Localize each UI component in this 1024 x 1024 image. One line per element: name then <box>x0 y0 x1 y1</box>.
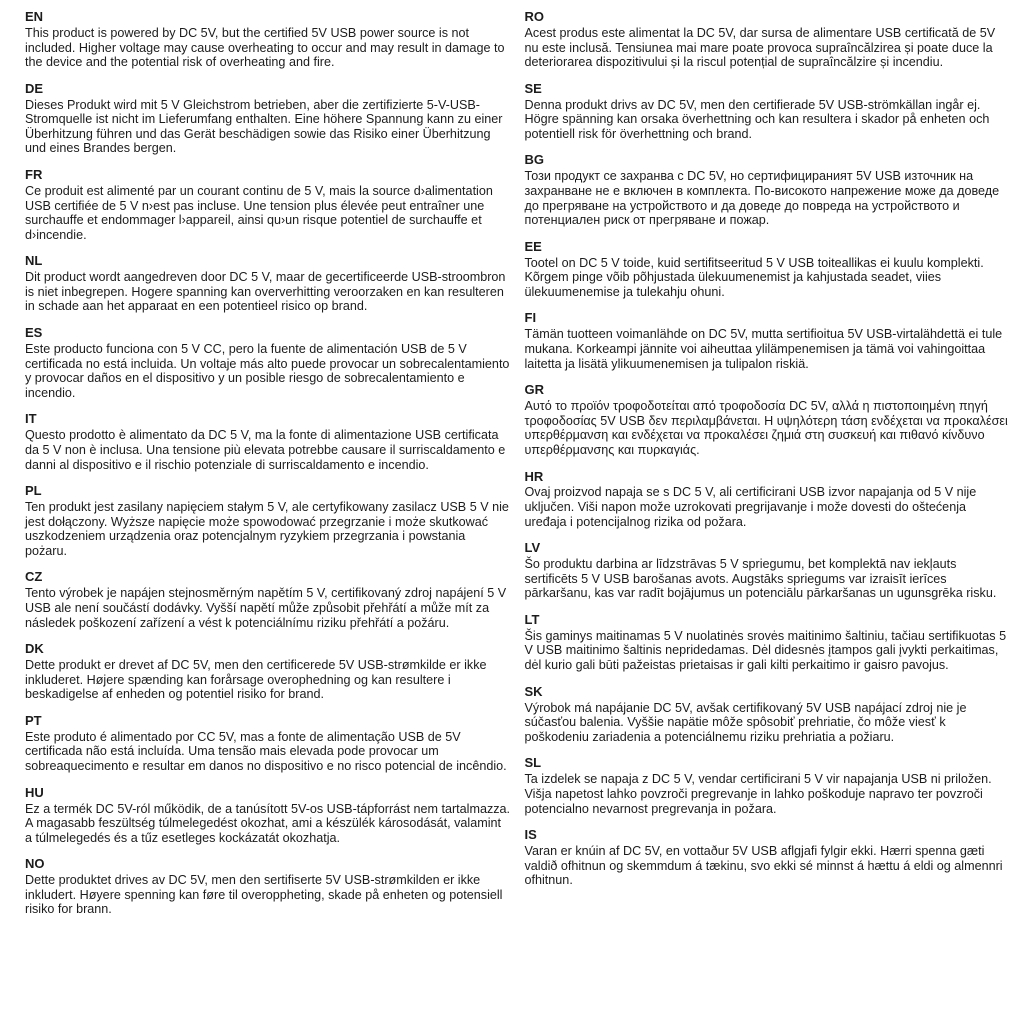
left-column <box>25 10 511 1016</box>
lang-block-fi <box>525 311 1011 371</box>
language-code-fi: FI <box>524 310 537 326</box>
language-code-nl: NL <box>25 253 43 269</box>
language-text-it: Questo prodotto è alimentato da DC 5 V, ma la fonte di alimentazione USB certificata da 5 V non è inclusa. Una tensione più elevata potrebbe causare il surriscaldamento e danni al dispositivo e il rischio potenziale di surriscaldamento e incendio. <box>25 428 506 472</box>
lang-block-de <box>25 82 511 156</box>
language-code-fr: FR <box>25 167 43 183</box>
lang-block-hu <box>25 786 511 846</box>
language-text-nl: Dit product wordt aangedreven door DC 5 V, maar de gecertificeerde USB-stroombron is niet inbegrepen. Hogere spanning kan oververhitting veroorzaken en kan resulteren in schade aan het apparaat en een potentieel risico op brand. <box>25 270 506 314</box>
language-text-lt: Šis gaminys maitinamas 5 V nuolatinės srovės maitinimo šaltiniu, tačiau sertifikuotas 5 V USB maitinimo šaltinis nepridedamas. Dėl didesnės įtampos gali įvykti perkaitimas, dėl kurio gali būti pažeistas prietaisas ir gali kilti perkaitimo ir gaisro pavojus. <box>524 628 1007 673</box>
language-text-ro: Acest produs este alimentat la DC 5V, dar sursa de alimentare USB certificată de 5V nu este inclusă. Tensiunea mai mare poate provoca supraîncălzirea și poate duce la deteriorarea dispozitivului și la riscul potențial de supraîncălzire și incendiu. <box>524 25 996 70</box>
lang-block-pl <box>25 484 511 558</box>
lang-block-lv <box>525 541 1011 601</box>
language-text-sk: Výrobok má napájanie DC 5V, avšak certifikovaný 5V USB napájací zdroj nie je súčasťou balenia. Vyššie napätie môže spôsobiť prehriatie, čo môže viesť k poškodeniu zariadenia a potenciálnemu riziku prehriatia a požiaru. <box>524 700 967 744</box>
language-code-is: IS <box>524 827 537 843</box>
language-text-se: Denna produkt drivs av DC 5V, men den certifierade 5V USB-strömkällan ingår ej. Högre spänning kan orsaka överhettning och kan resultera i skador på enheten och potentiell risk för överhettning och brand. <box>524 97 990 141</box>
language-text-bg: Този продукт се захранва с DC 5V, но сертифицираният 5V USB източник на захранване не е включен в комплекта. По-високото напрежение може да доведе до прегряване на устройството и да доведе до повреда на устройството и потенциален риск от прегряване и пожар. <box>524 169 1000 228</box>
language-text-lv: Šo produktu darbina ar līdzstrāvas 5 V spriegumu, bet komplektā nav iekļauts sertificēts 5 V USB barošanas avots. Augstāks spriegums var izraisīt ierīces pārkaršanu, kas var radīt bojājumus un potenciālu pārkaršanas un ugunsgrēka risku. <box>524 557 997 601</box>
lang-block-sk <box>525 685 1011 745</box>
language-code-bg: BG <box>524 152 544 168</box>
language-code-ro: RO <box>524 9 544 24</box>
right-column <box>525 10 1011 1016</box>
language-code-hr: HR <box>524 468 544 484</box>
lang-block-pt <box>25 714 511 774</box>
lang-block-dk <box>25 642 511 702</box>
language-code-en: EN <box>25 9 44 24</box>
lang-block-ee <box>525 240 1011 300</box>
language-text-ee: Tootel on DC 5 V toide, kuid sertifitseeritud 5 V USB toiteallikas ei kuulu komplekti. Kõrgem pinge võib põhjustada ülekuumenemist ja kahjustada seadet, viies ülekuumenemise ja tulekahju ohuni. <box>524 255 984 299</box>
lang-block-se <box>525 82 1011 142</box>
language-text-no: Dette produktet drives av DC 5V, men den sertifiserte 5V USB-strømkilden er ikke inkludert. Høyere spenning kan føre til overoppheting, skade på enheten og potensiell risiko for brann. <box>25 873 503 917</box>
language-code-gr: GR <box>524 382 544 398</box>
lang-block-no <box>25 857 511 917</box>
language-code-pl: PL <box>25 483 42 499</box>
language-code-cz: CZ <box>25 569 43 585</box>
language-text-es: Este producto funciona con 5 V CC, pero la fuente de alimentación USB de 5 V certificada no está incluida. Un voltaje más alto puede provocar un sobrecalentamiento y provocar daños en el dispositivo y un posible riesgo de sobrecalentamiento e incendio. <box>25 342 510 400</box>
language-text-pt: Este produto é alimentado por CC 5V, mas a fonte de alimentação USB de 5V certificada não está incluída. Uma tensão mais elevada pode provocar um sobreaquecimento e resultar em danos no dispositivo e no risco potencial de incêndio. <box>25 729 507 773</box>
language-code-es: ES <box>25 325 43 341</box>
lang-block-nl <box>25 254 511 314</box>
lang-block-lt <box>525 613 1011 673</box>
language-code-dk: DK <box>25 641 44 657</box>
lang-block-cz <box>25 570 511 630</box>
language-text-sl: Ta izdelek se napaja z DC 5 V, vendar certificirani 5 V vir napajanja USB ni priložen. Višja napetost lahko povzroči pregrevanje in lahko poškoduje napravo ter povzroči potencialno nevarnost pregrevanja in požara. <box>524 772 992 816</box>
language-text-fi: Tämän tuotteen voimanlähde on DC 5V, mutta sertifioitua 5V USB-virtalähdettä ei tule mukana. Korkeampi jännite voi aiheuttaa ylilämpenemisen ja tämä voi vahingoittaa laitetta ja lisätä ylikuumenemisen ja tulipalon riskiä. <box>524 327 1003 371</box>
lang-block-bg <box>525 153 1011 227</box>
language-code-lv: LV <box>524 540 541 556</box>
language-text-en: This product is powered by DC 5V, but the certified 5V USB power source is not included. Higher voltage may cause overheating to occur and may result in damage to the device and the potential risk of overheating and fire. <box>25 25 505 70</box>
language-text-hr: Ovaj proizvod napaja se s DC 5 V, ali certificirani USB izvor napajanja od 5 V nije uključen. Viši napon može uzrokovati pregrijavanje i može dovesti do oštećenja uređaja i potencijalnog rizika od požara. <box>524 485 977 529</box>
lang-block-es <box>25 326 511 400</box>
language-text-is: Varan er knúin af DC 5V, en vottaður 5V USB aflgjafi fylgir ekki. Hærri spenna gæti valdið ofhitnun og skemmdum á tækinu, svo ekki sé minnst á hættu á eldi og almennri ofhitnun. <box>524 844 1003 888</box>
language-text-pl: Ten produkt jest zasilany napięciem stałym 5 V, ale certyfikowany zasilacz USB 5 V nie jest dołączony. Wyższe napięcie może spowodować przegrzanie i może skutkować uszkodzeniem urządzenia oraz potencjalnym ryzykiem przegrzania i powstania pożaru. <box>25 500 509 558</box>
language-code-lt: LT <box>524 611 540 627</box>
language-code-se: SE <box>524 80 542 96</box>
lang-block-it <box>25 412 511 472</box>
language-code-no: NO <box>25 856 45 872</box>
language-text-dk: Dette produkt er drevet af DC 5V, men den certificerede 5V USB-strømkilde er ikke inkluderet. Højere spænding kan forårsage overophedning og kan resultere i beskadigelse af enheden og potentiel risiko for brand. <box>25 658 487 702</box>
language-code-sl: SL <box>524 755 542 771</box>
language-text-fr: Ce produit est alimenté par un courant continu de 5 V, mais la source d›alimentation USB certifiée de 5 V n›est pas incluse. Une tension plus élevée peut entraîner une surchauffe et endommager l›appareil, ainsi qu›un risque potentiel de surchauffe et d›incendie. <box>25 183 493 242</box>
lang-block-en <box>25 10 511 70</box>
language-text-de: Dieses Produkt wird mit 5 V Gleichstrom betrieben, aber die zertifizierte 5-V-USB-Stromquelle ist nicht im Lieferumfang enthalten. Eine höhere Spannung kann zu einer Überhitzung führen und das Gerät beschädigen sowie das Risiko einer Überhitzung und eines Brandes bergen. <box>25 97 503 156</box>
lang-block-hr <box>525 470 1011 530</box>
lang-block-ro <box>525 10 1011 70</box>
language-text-cz: Tento výrobek je napájen stejnosměrným napětím 5 V, certifikovaný zdroj napájení 5 V USB ale není součástí dodávky. Vyšší napětí může způsobit přehřátí a může mít za následek poškození zařízení a vést k potenciálnímu riziku přehřátí a požáru. <box>25 586 507 630</box>
language-code-pt: PT <box>25 712 42 728</box>
language-code-de: DE <box>25 80 44 96</box>
language-code-ee: EE <box>524 238 542 254</box>
lang-block-gr <box>525 383 1011 457</box>
language-code-it: IT <box>25 411 37 427</box>
language-code-hu: HU <box>25 784 44 800</box>
lang-block-sl <box>525 756 1011 816</box>
language-text-gr: Αυτό το προϊόν τροφοδοτείται από τροφοδοσία DC 5V, αλλά η πιστοποιημένη πηγή τροφοδοσίας 5V USB δεν περιλαμβάνεται. Η υψηλότερη τάση ενδέχεται να προκαλέσει υπερθέρμανση και ενδέχεται να προκαλέσει ζημιά στη συσκευή και πιθανό κίνδυνο υπερθέρμανσης και πυρκαγιάς. <box>524 399 1008 457</box>
language-code-sk: SK <box>524 683 543 699</box>
lang-block-fr <box>25 168 511 242</box>
lang-block-is <box>525 828 1011 888</box>
language-text-hu: Ez a termék DC 5V-ról működik, de a tanúsított 5V-os USB-tápforrást nem tartalmazza. A magasabb feszültség túlmelegedést okozhat, ami a készülék károsodását, valamint a túlmelegedés és a tűz esetleges kockázatát okozhatja. <box>25 801 511 845</box>
